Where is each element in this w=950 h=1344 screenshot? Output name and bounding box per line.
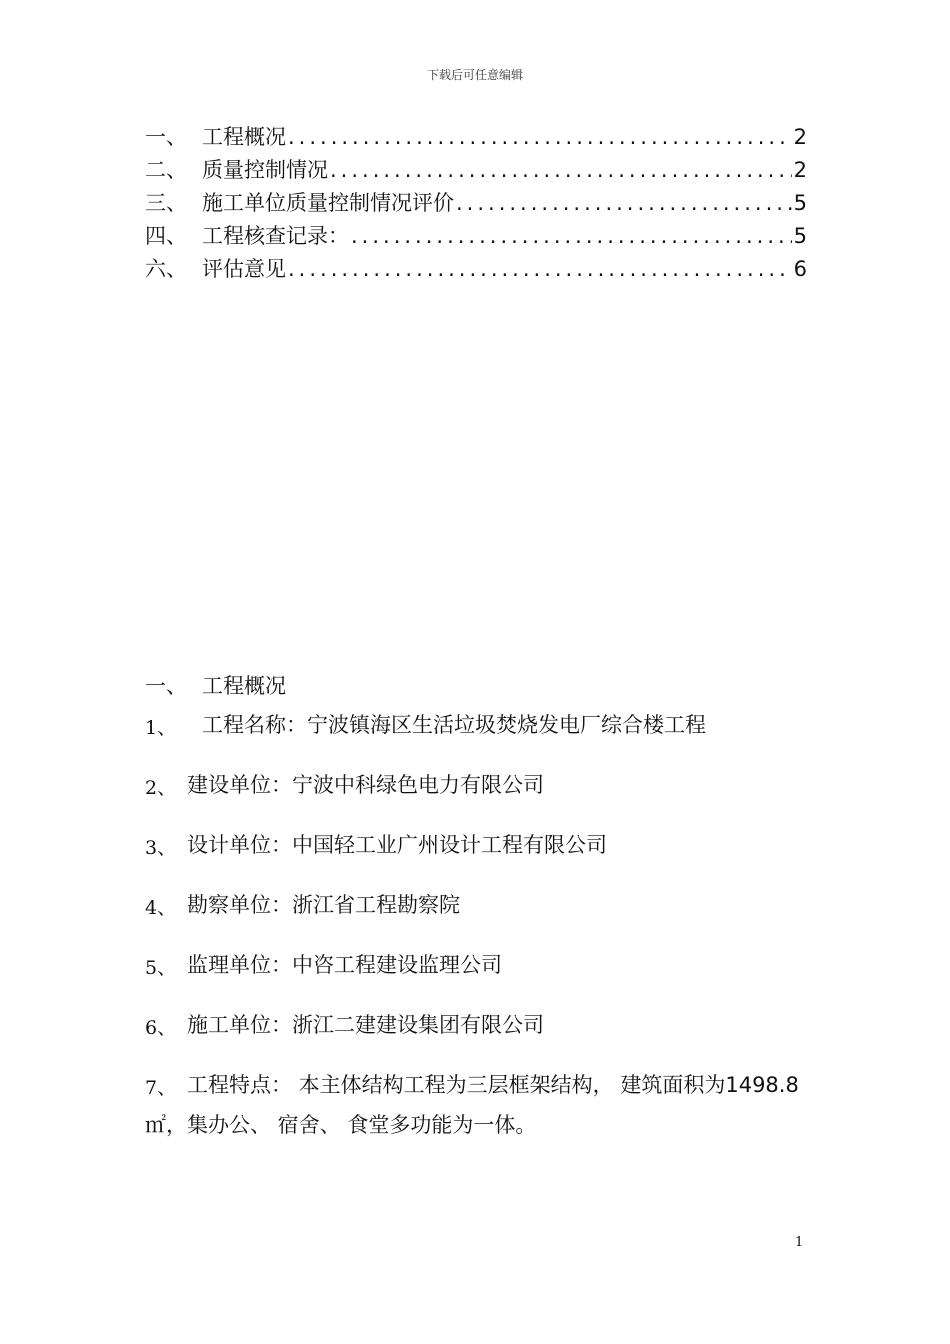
toc-entry-page: 2 [793,125,807,149]
list-item-text: 工程名称：宁波镇海区生活垃圾焚烧发电厂综合楼工程 [202,713,706,737]
list-item-text: 设计单位：中国轻工业广州设计工程有限公司 [187,833,607,857]
toc-entry-number: 一、 [145,125,187,149]
list-item [145,1013,809,1073]
toc-entry-title: 工程核查记录： [202,224,349,248]
toc-entry-number: 四、 [145,224,187,248]
list-item-text: 工程特点： 本主体结构工程为三层框架结构， 建筑面积为1498.8㎡，集办公、 宿舍、 食堂多功能为一体。 [145,1073,799,1137]
toc-leader-dots [456,191,792,215]
toc-entry[interactable] [145,187,807,220]
list-item [145,713,809,773]
toc-entry-title: 施工单位质量控制情况评价 [202,191,454,215]
toc-leader-dots [288,257,792,281]
section-heading [145,670,286,700]
list-item-number: 3、 [145,837,177,859]
toc-entry-page: 5 [793,191,807,215]
toc-leader-dots [288,125,792,149]
list-item-number: 6、 [145,1017,177,1039]
list-item-text: 监理单位：中咨工程建设监理公司 [187,953,502,977]
list-item-text: 勘察单位：浙江省工程勘察院 [187,893,460,917]
list-item-number: 2、 [145,777,177,799]
list-item [145,833,809,893]
list-item [145,773,809,833]
toc-entry-title: 质量控制情况 [202,158,328,182]
toc-entry[interactable] [145,220,807,253]
toc-entry[interactable] [145,253,807,286]
toc-entry-title: 评估意见 [202,257,286,281]
toc-leader-dots [330,158,792,182]
list-item [145,1073,809,1145]
list-item [145,953,809,1013]
toc-entry[interactable] [145,154,807,187]
list-item-number: 4、 [145,897,177,919]
list-item-number: 7、 [145,1077,177,1099]
section-number: 一、 [145,674,187,698]
toc-leader-dots [351,224,792,248]
page-number: 1 [795,1235,804,1250]
project-info-list [145,713,809,1145]
toc-entry-page: 5 [793,224,807,248]
list-item-number: 1、 [145,717,177,739]
section-title: 工程概况 [202,674,286,698]
list-item-number: 5、 [145,957,177,979]
toc-entry-page: 2 [793,158,807,182]
list-item-text: 建设单位：宁波中科绿色电力有限公司 [187,773,544,797]
toc-entry[interactable] [145,121,807,154]
toc-entry-number: 六、 [145,257,187,281]
table-of-contents [145,121,807,286]
page-header: 下载后可任意编辑 [426,68,523,82]
toc-entry-number: 三、 [145,191,187,215]
toc-entry-number: 二、 [145,158,187,182]
list-item-text: 施工单位：浙江二建建设集团有限公司 [187,1013,544,1037]
toc-entry-page: 6 [793,257,807,281]
toc-entry-title: 工程概况 [202,125,286,149]
list-item [145,893,809,953]
